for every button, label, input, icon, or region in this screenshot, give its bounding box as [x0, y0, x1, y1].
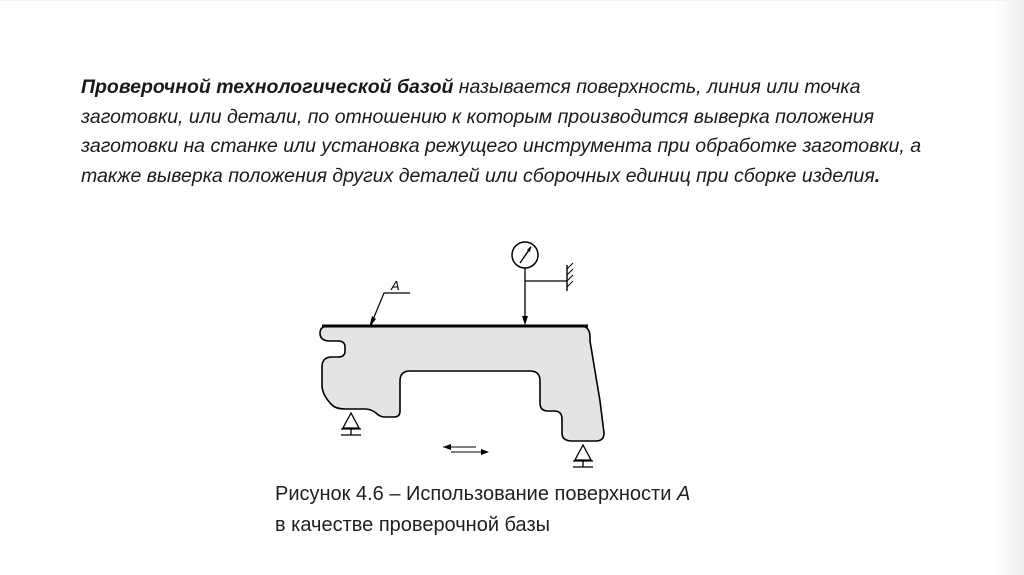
- definition-paragraph: [81, 73, 941, 191]
- definition-end: .: [874, 164, 881, 187]
- surface-a-leader: [370, 293, 410, 327]
- indicator-stem-arrow: [522, 316, 528, 325]
- caption-line1: Рисунок 4.6 – Использование поверхности: [275, 483, 677, 505]
- caption-line1-italic: А: [676, 483, 691, 505]
- technical-drawing: [300, 233, 630, 478]
- definition-term: Проверочной технологической базой: [81, 76, 454, 98]
- slide-edge-shadow: [994, 1, 1024, 575]
- surface-a-label: А: [391, 278, 400, 293]
- left-support-icon: [341, 413, 361, 435]
- caption-line2: в качестве проверочной базы: [275, 514, 550, 536]
- workpiece-body: [320, 326, 604, 441]
- figure-caption: [275, 479, 795, 541]
- fixed-support-hatch: [567, 263, 573, 287]
- right-support-icon: [573, 445, 593, 467]
- definition-body: называется поверхность, линия или точка заготовки, или детали, по отношению к которым производится выверка положения заготовки на станке или установка режущего инструмента при обработке заготовки, а также выверка положения других деталей или сборочных единиц при сборке изделия: [81, 76, 922, 187]
